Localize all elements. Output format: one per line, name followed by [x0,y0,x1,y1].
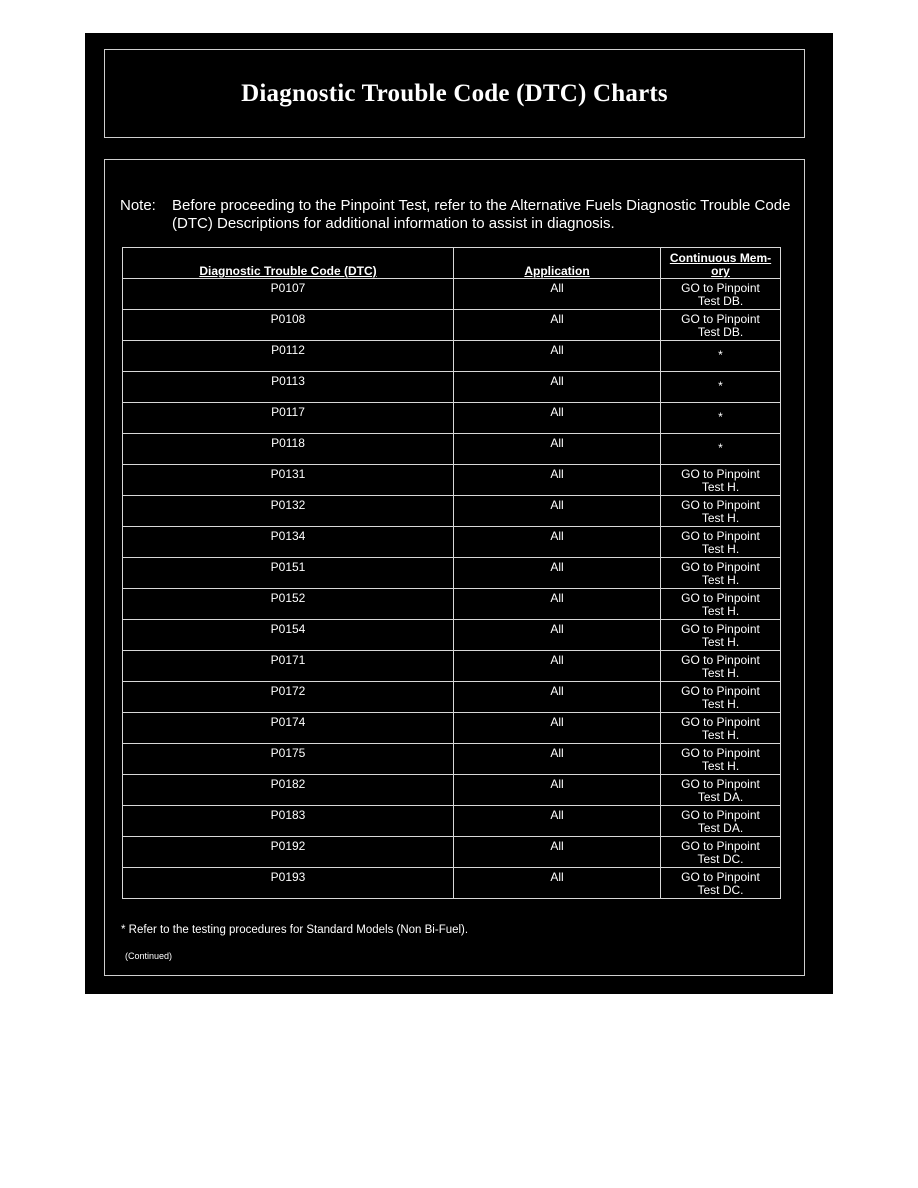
header-dtc: Diagnostic Trouble Code (DTC) [123,248,454,279]
application-cell: All [454,558,661,589]
application-cell: All [454,868,661,899]
application-cell: All [454,434,661,465]
dtc-cell: P0183 [123,806,454,837]
table-body [123,279,781,899]
table-row [123,372,781,403]
footnote: * Refer to the testing procedures for Standard Models (Non Bi-Fuel). [121,924,469,936]
application-cell: All [454,806,661,837]
memory-cell: GO to Pinpoint Test H. [661,465,781,496]
dtc-cell: P0192 [123,837,454,868]
application-cell: All [454,775,661,806]
memory-cell: GO to Pinpoint Test DB. [661,279,781,310]
table-row [123,651,781,682]
memory-cell: GO to Pinpoint Test H. [661,713,781,744]
application-cell: All [454,527,661,558]
table-row [123,682,781,713]
title-box [104,49,805,138]
application-cell: All [454,341,661,372]
continued-label: (Continued) [125,951,173,961]
application-cell: All [454,372,661,403]
table-row [123,620,781,651]
memory-cell: GO to Pinpoint Test H. [661,744,781,775]
dtc-cell: P0174 [123,713,454,744]
dtc-cell: P0118 [123,434,454,465]
application-cell: All [454,713,661,744]
note-text: Before proceeding to the Pinpoint Test, refer to the Alternative Fuels Diagnostic Trouble Code (DTC) Descriptions for additional information to assist in diagnosis. [172,197,791,232]
dtc-cell: P0152 [123,589,454,620]
header-application: Application [454,248,661,279]
memory-cell: GO to Pinpoint Test H. [661,651,781,682]
memory-cell: GO to Pinpoint Test H. [661,620,781,651]
table-row [123,341,781,372]
memory-cell: GO to Pinpoint Test H. [661,682,781,713]
dtc-cell: P0175 [123,744,454,775]
application-cell: All [454,744,661,775]
dtc-table [122,247,781,899]
dtc-cell: P0172 [123,682,454,713]
table-row [123,465,781,496]
table-row [123,403,781,434]
table-row [123,310,781,341]
table-header-row [123,248,781,279]
dtc-cell: P0117 [123,403,454,434]
dtc-cell: P0193 [123,868,454,899]
page-title: Diagnostic Trouble Code (DTC) Charts [241,79,668,107]
dtc-cell: P0134 [123,527,454,558]
memory-cell: GO to Pinpoint Test H. [661,527,781,558]
application-cell: All [454,403,661,434]
table-row [123,868,781,899]
table-row [123,775,781,806]
table-row [123,806,781,837]
table-row [123,589,781,620]
table-row [123,279,781,310]
dtc-cell: P0151 [123,558,454,589]
dtc-cell: P0182 [123,775,454,806]
table-row [123,496,781,527]
dtc-cell: P0132 [123,496,454,527]
header-continuous-memory: Continuous Mem-ory [661,248,781,279]
memory-cell: * [661,434,781,465]
application-cell: All [454,837,661,868]
table-row [123,558,781,589]
table-row [123,713,781,744]
application-cell: All [454,496,661,527]
application-cell: All [454,465,661,496]
dtc-cell: P0112 [123,341,454,372]
memory-cell: GO to Pinpoint Test H. [661,496,781,527]
table-row [123,837,781,868]
memory-cell: GO to Pinpoint Test DC. [661,837,781,868]
application-cell: All [454,651,661,682]
table-row [123,744,781,775]
dtc-cell: P0113 [123,372,454,403]
memory-cell: * [661,403,781,434]
application-cell: All [454,620,661,651]
table-row [123,434,781,465]
memory-cell: GO to Pinpoint Test DA. [661,806,781,837]
memory-cell: GO to Pinpoint Test DC. [661,868,781,899]
memory-cell: GO to Pinpoint Test H. [661,558,781,589]
dtc-cell: P0108 [123,310,454,341]
memory-cell: GO to Pinpoint Test H. [661,589,781,620]
note-label: Note: [120,197,156,214]
application-cell: All [454,589,661,620]
dtc-cell: P0107 [123,279,454,310]
memory-cell: GO to Pinpoint Test DA. [661,775,781,806]
memory-cell: * [661,372,781,403]
memory-cell: * [661,341,781,372]
dtc-cell: P0171 [123,651,454,682]
memory-cell: GO to Pinpoint Test DB. [661,310,781,341]
application-cell: All [454,682,661,713]
application-cell: All [454,279,661,310]
table-row [123,527,781,558]
application-cell: All [454,310,661,341]
dtc-cell: P0154 [123,620,454,651]
dtc-cell: P0131 [123,465,454,496]
